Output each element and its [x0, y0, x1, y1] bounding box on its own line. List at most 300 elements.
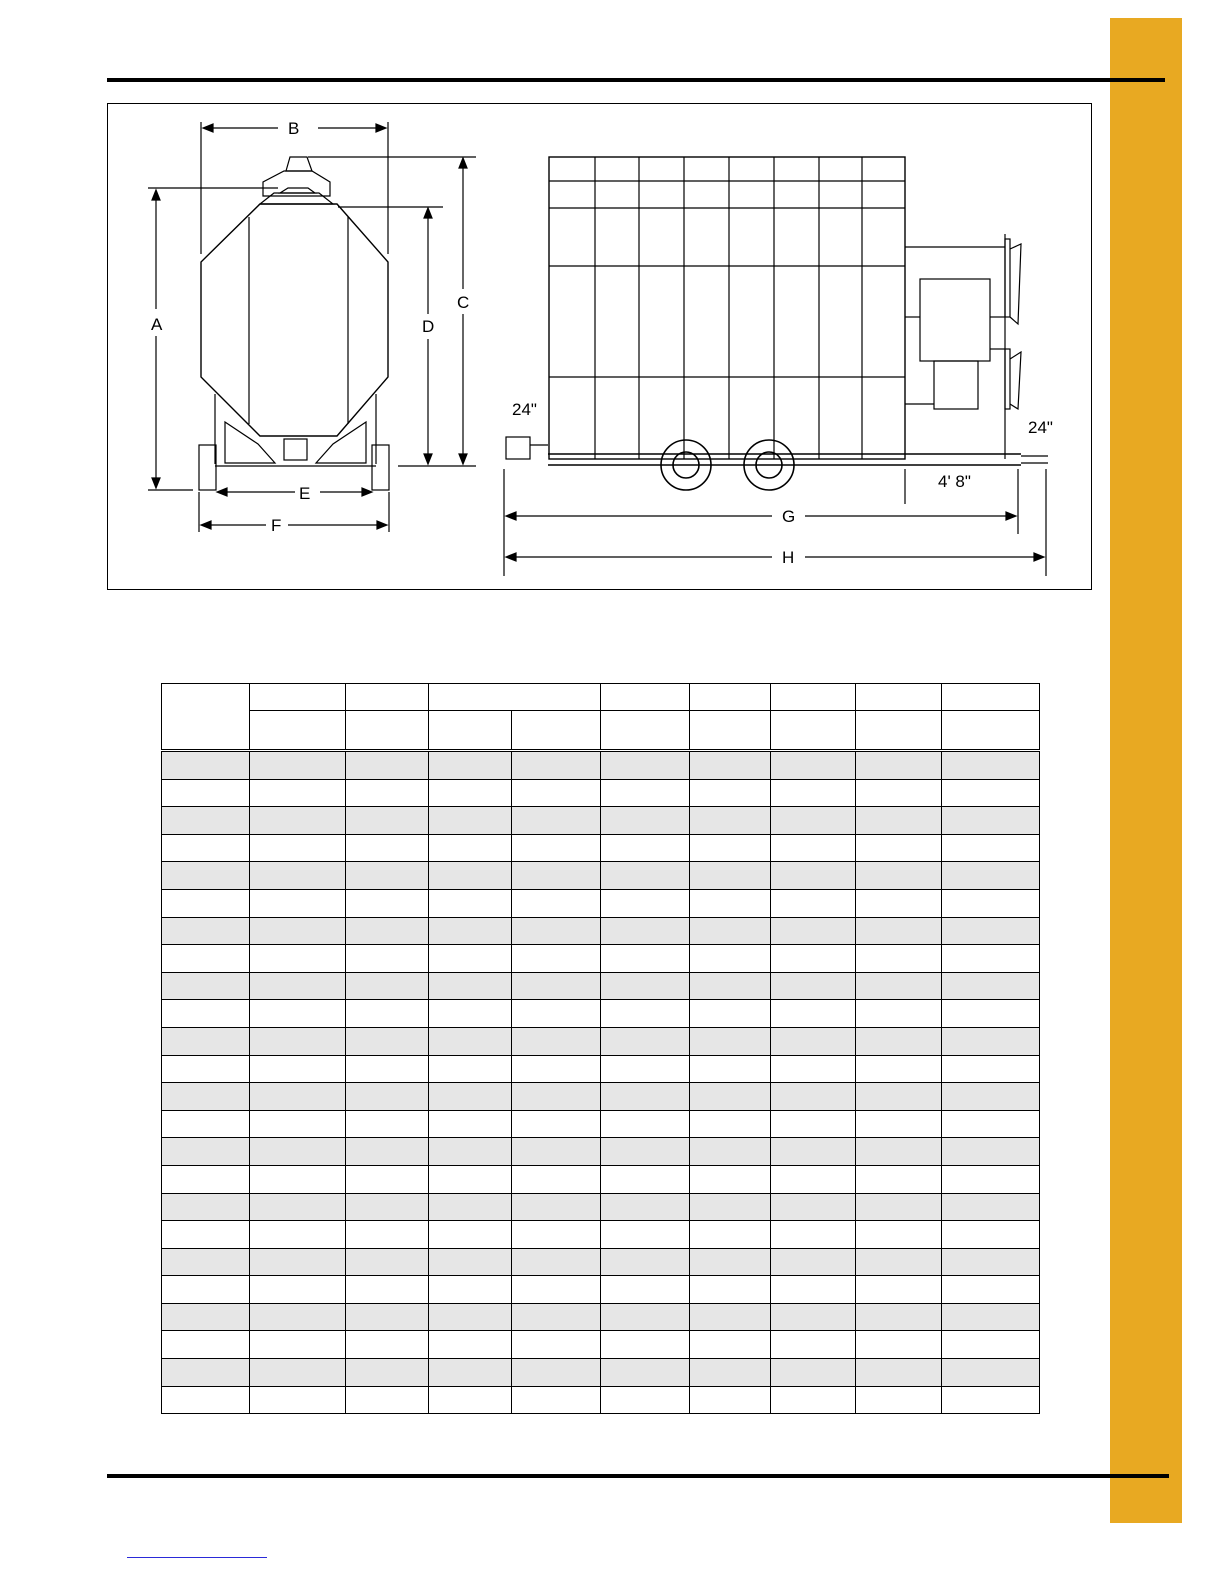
table-cell [856, 1138, 942, 1166]
header-cell-group [429, 684, 601, 711]
table-cell [690, 1165, 771, 1193]
table-cell [162, 834, 250, 862]
table-cell [690, 834, 771, 862]
dimension-figure [107, 103, 1092, 590]
table-cell [429, 1110, 512, 1138]
table-cell [942, 1386, 1040, 1414]
table-cell [162, 1165, 250, 1193]
table-cell [429, 1027, 512, 1055]
table-cell [601, 1303, 690, 1331]
side-view [504, 157, 1048, 576]
table-cell [690, 1303, 771, 1331]
table-cell [601, 862, 690, 890]
table-cell [162, 1000, 250, 1028]
header-rule [107, 78, 1165, 82]
table-cell [601, 1386, 690, 1414]
table-cell [162, 945, 250, 973]
table-cell [162, 1303, 250, 1331]
subheader-cell [346, 711, 429, 751]
table-cell [346, 779, 429, 807]
table-cell [601, 1055, 690, 1083]
table-row [162, 1165, 1040, 1193]
table-row [162, 1276, 1040, 1304]
table-cell [601, 1083, 690, 1111]
table-cell [771, 1138, 856, 1166]
table-cell [690, 1083, 771, 1111]
table-cell [856, 1248, 942, 1276]
table-cell [346, 1221, 429, 1249]
table-cell [512, 1386, 601, 1414]
table-row [162, 779, 1040, 807]
table-cell [162, 1331, 250, 1359]
table-cell [250, 1331, 346, 1359]
table-cell [512, 972, 601, 1000]
table-cell [429, 1331, 512, 1359]
table-row [162, 972, 1040, 1000]
table-cell [346, 1359, 429, 1387]
table-cell [512, 1303, 601, 1331]
table-cell [690, 751, 771, 780]
table-cell [346, 1193, 429, 1221]
table-cell [856, 1193, 942, 1221]
header-cell [346, 684, 429, 711]
footer-link-underline[interactable] [127, 1557, 267, 1558]
table-cell [690, 972, 771, 1000]
table-cell [856, 1000, 942, 1028]
table-cell [690, 917, 771, 945]
dryer-dimension-drawing [108, 104, 1093, 591]
table-cell [601, 834, 690, 862]
table-cell [250, 862, 346, 890]
table-cell [346, 862, 429, 890]
spec-table-body [162, 751, 1040, 1414]
table-cell [250, 1165, 346, 1193]
table-row [162, 751, 1040, 780]
table-cell [942, 862, 1040, 890]
table-cell [429, 889, 512, 917]
table-cell [690, 807, 771, 835]
table-cell [512, 1331, 601, 1359]
table-cell [429, 779, 512, 807]
table-cell [512, 1027, 601, 1055]
table-cell [771, 834, 856, 862]
rear-clearance-label: 24" [1028, 418, 1053, 437]
table-row [162, 1359, 1040, 1387]
table-cell [429, 1248, 512, 1276]
table-row [162, 807, 1040, 835]
table-cell [250, 779, 346, 807]
table-cell [346, 1055, 429, 1083]
table-cell [346, 834, 429, 862]
table-cell [346, 1248, 429, 1276]
table-cell [162, 889, 250, 917]
table-cell [250, 1138, 346, 1166]
chapter-tab [1110, 18, 1182, 1523]
table-cell [250, 1110, 346, 1138]
table-cell [942, 807, 1040, 835]
table-cell [856, 1359, 942, 1387]
table-row [162, 1221, 1040, 1249]
table-row [162, 1193, 1040, 1221]
table-cell [162, 807, 250, 835]
table-cell [942, 1083, 1040, 1111]
subheader-cell [942, 711, 1040, 751]
table-cell [942, 972, 1040, 1000]
table-cell [856, 751, 942, 780]
table-cell [690, 945, 771, 973]
table-cell [601, 1138, 690, 1166]
table-cell [429, 1276, 512, 1304]
table-cell [601, 779, 690, 807]
table-cell [856, 917, 942, 945]
table-cell [856, 1055, 942, 1083]
table-cell [771, 1331, 856, 1359]
table-cell [346, 1303, 429, 1331]
table-cell [856, 1331, 942, 1359]
table-cell [250, 1303, 346, 1331]
table-cell [601, 1248, 690, 1276]
table-cell [512, 807, 601, 835]
table-cell [429, 945, 512, 973]
table-cell [601, 1276, 690, 1304]
table-cell [512, 1359, 601, 1387]
table-cell [771, 807, 856, 835]
dim-label-d: D [422, 317, 435, 336]
table-cell [346, 751, 429, 780]
table-cell [856, 779, 942, 807]
table-cell [690, 1221, 771, 1249]
header-cell [690, 684, 771, 711]
table-cell [250, 807, 346, 835]
table-cell [512, 862, 601, 890]
subheader-cell [601, 711, 690, 751]
table-cell [601, 1000, 690, 1028]
table-cell [512, 1248, 601, 1276]
table-cell [942, 1359, 1040, 1387]
table-cell [250, 1359, 346, 1387]
table-cell [162, 1027, 250, 1055]
table-cell [771, 1193, 856, 1221]
table-row [162, 889, 1040, 917]
table-cell [512, 1000, 601, 1028]
table-cell [942, 1221, 1040, 1249]
table-cell [346, 889, 429, 917]
table-cell [856, 1276, 942, 1304]
table-cell [162, 917, 250, 945]
table-cell [690, 1331, 771, 1359]
table-cell [601, 945, 690, 973]
table-cell [601, 1331, 690, 1359]
footer-rule [107, 1474, 1169, 1478]
table-cell [942, 1138, 1040, 1166]
table-cell [942, 1055, 1040, 1083]
table-cell [429, 862, 512, 890]
dim-label-b: B [288, 119, 300, 138]
subheader-cell [690, 711, 771, 751]
table-cell [690, 1248, 771, 1276]
header-cell-model [162, 684, 250, 751]
subheader-cell [856, 711, 942, 751]
table-cell [346, 1083, 429, 1111]
table-cell [250, 1027, 346, 1055]
table-cell [690, 1386, 771, 1414]
table-cell [690, 1276, 771, 1304]
table-cell [601, 1027, 690, 1055]
table-cell [771, 1248, 856, 1276]
table-cell [162, 1248, 250, 1276]
table-cell [346, 1276, 429, 1304]
table-cell [690, 1055, 771, 1083]
table-cell [250, 1000, 346, 1028]
hitch-clearance-label: 24" [512, 400, 537, 419]
table-cell [429, 972, 512, 1000]
table-cell [512, 1193, 601, 1221]
table-cell [601, 1110, 690, 1138]
table-cell [942, 1303, 1040, 1331]
table-cell [690, 1359, 771, 1387]
table-cell [942, 1110, 1040, 1138]
table-cell [346, 1110, 429, 1138]
table-cell [162, 1386, 250, 1414]
table-cell [346, 1027, 429, 1055]
dimension-spec-table [161, 683, 1040, 1414]
table-cell [856, 807, 942, 835]
table-cell [346, 1331, 429, 1359]
table-cell [250, 889, 346, 917]
table-cell [771, 1276, 856, 1304]
table-cell [250, 834, 346, 862]
table-cell [690, 1138, 771, 1166]
header-cell [601, 684, 690, 711]
table-cell [162, 779, 250, 807]
table-cell [942, 1000, 1040, 1028]
table-cell [771, 1165, 856, 1193]
table-cell [601, 1165, 690, 1193]
table-cell [771, 1386, 856, 1414]
table-cell [856, 972, 942, 1000]
table-cell [942, 889, 1040, 917]
table-row [162, 1027, 1040, 1055]
table-cell [512, 1276, 601, 1304]
table-cell [942, 751, 1040, 780]
dim-label-e: E [299, 484, 311, 503]
subheader-cell [250, 711, 346, 751]
table-cell [771, 751, 856, 780]
table-row [162, 917, 1040, 945]
table-cell [512, 1165, 601, 1193]
subheader-cell [771, 711, 856, 751]
table-cell [346, 1386, 429, 1414]
table-cell [690, 889, 771, 917]
table-cell [162, 1083, 250, 1111]
table-cell [856, 945, 942, 973]
table-cell [429, 751, 512, 780]
table-cell [771, 945, 856, 973]
table-cell [942, 779, 1040, 807]
table-cell [250, 945, 346, 973]
table-cell [512, 834, 601, 862]
table-cell [771, 972, 856, 1000]
table-cell [512, 945, 601, 973]
table-cell [512, 1083, 601, 1111]
table-cell [162, 1055, 250, 1083]
table-cell [162, 1221, 250, 1249]
table-cell [690, 1000, 771, 1028]
table-cell [429, 1386, 512, 1414]
table-cell [690, 1193, 771, 1221]
table-cell [429, 807, 512, 835]
table-cell [250, 1083, 346, 1111]
table-cell [942, 1276, 1040, 1304]
table-cell [250, 972, 346, 1000]
table-cell [429, 1303, 512, 1331]
table-cell [429, 1138, 512, 1166]
table-cell [162, 751, 250, 780]
table-cell [771, 889, 856, 917]
table-cell [942, 1027, 1040, 1055]
table-cell [250, 1248, 346, 1276]
table-cell [429, 1055, 512, 1083]
table-cell [429, 834, 512, 862]
table-cell [856, 889, 942, 917]
header-cell [250, 684, 346, 711]
table-cell [856, 1303, 942, 1331]
table-cell [162, 1138, 250, 1166]
table-cell [429, 1193, 512, 1221]
table-cell [601, 751, 690, 780]
table-cell [771, 1303, 856, 1331]
table-cell [942, 1165, 1040, 1193]
table-cell [856, 1165, 942, 1193]
table-cell [856, 1083, 942, 1111]
table-cell [771, 917, 856, 945]
table-cell [512, 917, 601, 945]
table-cell [250, 1221, 346, 1249]
table-cell [346, 917, 429, 945]
table-cell [856, 1027, 942, 1055]
table-cell [346, 1165, 429, 1193]
header-cell [856, 684, 942, 711]
table-cell [250, 1055, 346, 1083]
table-row [162, 1138, 1040, 1166]
table-cell [162, 972, 250, 1000]
table-row [162, 862, 1040, 890]
table-cell [162, 1193, 250, 1221]
table-cell [942, 1193, 1040, 1221]
table-cell [771, 1359, 856, 1387]
subheader-cell [429, 711, 512, 751]
table-cell [601, 1193, 690, 1221]
table-cell [512, 1221, 601, 1249]
table-cell [512, 1110, 601, 1138]
table-cell [856, 1386, 942, 1414]
table-cell [512, 751, 601, 780]
table-row [162, 1331, 1040, 1359]
table-cell [601, 1221, 690, 1249]
table-row [162, 1055, 1040, 1083]
table-cell [162, 862, 250, 890]
table-cell [690, 1027, 771, 1055]
table-cell [601, 917, 690, 945]
table-cell [346, 1138, 429, 1166]
table-cell [162, 1110, 250, 1138]
dim-label-h: H [782, 548, 795, 567]
table-row [162, 1000, 1040, 1028]
table-row [162, 1083, 1040, 1111]
table-cell [771, 1110, 856, 1138]
table-cell [856, 1221, 942, 1249]
table-cell [601, 1359, 690, 1387]
table-cell [771, 1221, 856, 1249]
dim-label-c: C [457, 293, 470, 312]
table-row [162, 945, 1040, 973]
rear-overhang-label: 4' 8" [938, 472, 971, 491]
table-cell [771, 1055, 856, 1083]
table-cell [429, 917, 512, 945]
table-cell [250, 1276, 346, 1304]
table-row [162, 1248, 1040, 1276]
table-cell [250, 1386, 346, 1414]
table-row [162, 1303, 1040, 1331]
table-cell [856, 834, 942, 862]
table-cell [429, 1221, 512, 1249]
table-cell [690, 862, 771, 890]
table-cell [942, 834, 1040, 862]
table-cell [250, 751, 346, 780]
table-cell [942, 945, 1040, 973]
table-cell [346, 972, 429, 1000]
table-cell [942, 1248, 1040, 1276]
table-cell [429, 1359, 512, 1387]
table-cell [771, 779, 856, 807]
table-cell [346, 945, 429, 973]
table-cell [856, 1110, 942, 1138]
table-cell [250, 1193, 346, 1221]
table-row [162, 1386, 1040, 1414]
table-cell [942, 1331, 1040, 1359]
table-cell [856, 862, 942, 890]
table-cell [690, 779, 771, 807]
dim-label-g: G [782, 507, 796, 526]
table-cell [429, 1000, 512, 1028]
table-cell [512, 889, 601, 917]
table-cell [512, 779, 601, 807]
table-cell [771, 1027, 856, 1055]
table-cell [512, 1138, 601, 1166]
table-cell [346, 807, 429, 835]
dim-label-a: A [151, 315, 163, 334]
subheader-cell [512, 711, 601, 751]
header-cell [942, 684, 1040, 711]
table-cell [771, 1000, 856, 1028]
table-row [162, 834, 1040, 862]
table-cell [771, 862, 856, 890]
table-row [162, 1110, 1040, 1138]
table-cell [771, 1083, 856, 1111]
table-cell [162, 1359, 250, 1387]
table-cell [690, 1110, 771, 1138]
table-cell [250, 917, 346, 945]
table-cell [601, 972, 690, 1000]
dim-label-f: F [271, 516, 282, 535]
table-cell [601, 807, 690, 835]
table-cell [512, 1055, 601, 1083]
table-cell [346, 1000, 429, 1028]
table-cell [429, 1083, 512, 1111]
header-cell [771, 684, 856, 711]
table-cell [162, 1276, 250, 1304]
table-cell [601, 889, 690, 917]
